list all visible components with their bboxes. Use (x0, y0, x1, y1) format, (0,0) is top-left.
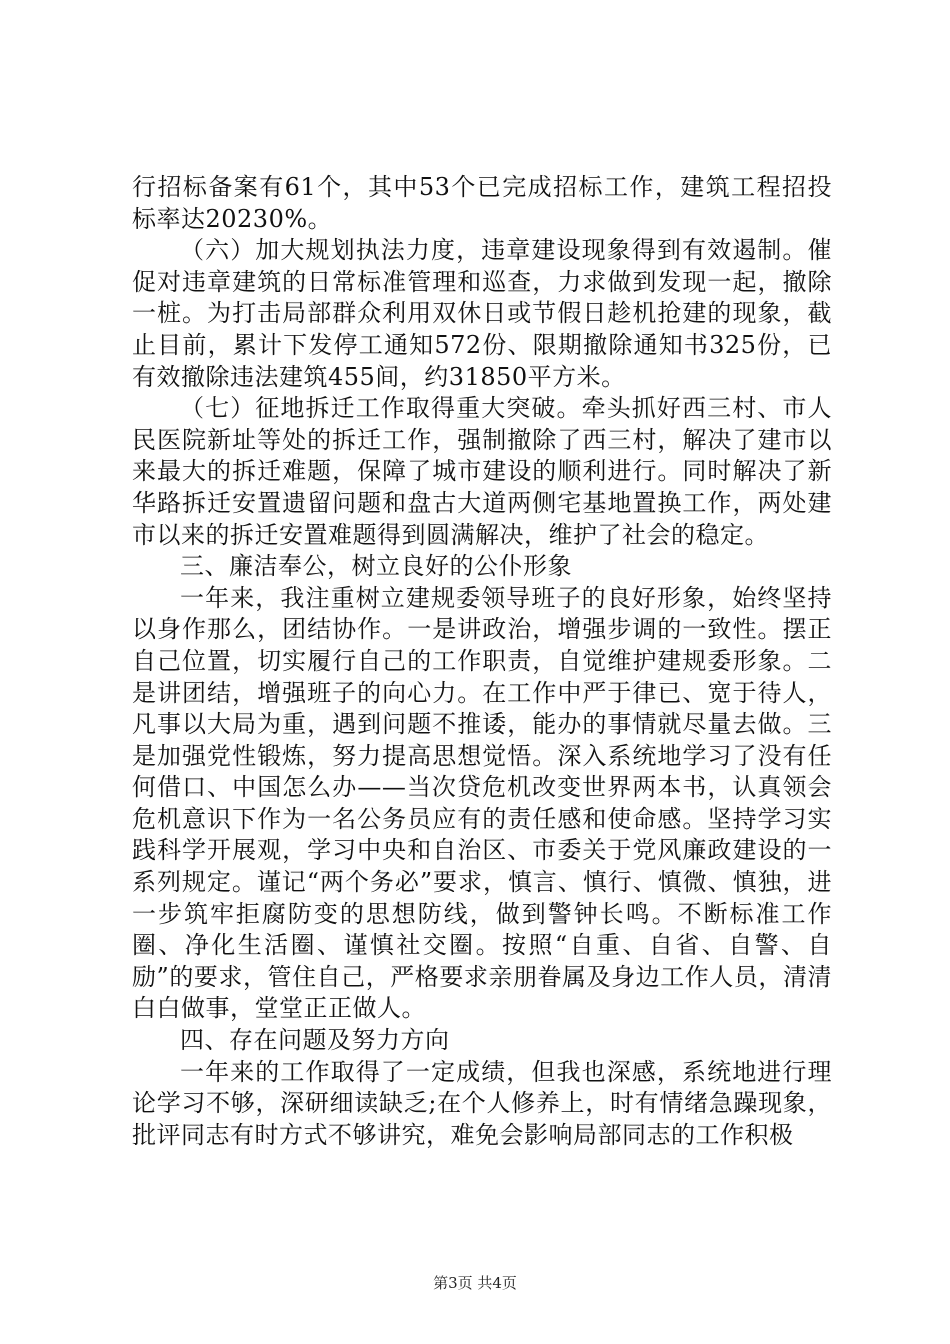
paragraph-problems: 一年来的工作取得了一定成绩，但我也深感，系统地进行理论学习不够，深研细读缺乏;在个人修养上，时有情绪急躁现象，批评同志有时方式不够讲究，难免会影响局部同志的工作积极 (132, 1057, 832, 1149)
page-footer: 第3页 共4页 (433, 1274, 517, 1292)
paragraph-integrity: 一年来，我注重树立建规委领导班子的良好形象，始终坚持以身作那么，团结协作。一是讲政治，增强步调的一致性。摆正自己位置，切实履行自己的工作职责，自觉维护建规委形象。二是讲团结，增强班子的向心力。在工作中严于律已、宽于待人，凡事以大局为重，遇到问题不推诿，能办的事情就尽量去做。三是加强党性锻炼，努力提高思想觉悟。深入系统地学习了没有任何借口、中国怎么办——当次贷危机改变世界两本书，认真领会危机意识下作为一名公务员应有的责任感和使命感。坚持学习实践科学开展观，学习中央和自治区、市委关于党风廉政建设的一系列规定。谨记“两个务必”要求，慎言、慎行、慎微、慎独，进一步筑牢拒腐防变的思想防线，做到警钟长鸣。不断标准工作圈、净化生活圈、谨慎社交圈。按照“自重、自省、自警、自励”的要求，管住自己，严格要求亲朋眷属及身边工作人员，清清白白做事，堂堂正正做人。 (132, 583, 832, 1023)
paragraph-tender-stats: 行招标备案有61个，其中53个已完成招标工作，建筑工程招投标率达20230%。 (132, 173, 832, 233)
paragraph-planning-enforcement: （六）加大规划执法力度，违章建设现象得到有效遏制。催促对违章建筑的日常标准管理和巡查，力求做到发现一起，撤除一桩。为打击局部群众利用双休日或节假日趁机抢建的现象，截止目前，累计下发停工通知572份、限期撤除通知书325份，已有效撤除违法建筑455间，约31850平方米。 (132, 236, 832, 391)
document-body (132, 172, 832, 1151)
section-heading-integrity: 三、廉洁奉公，树立良好的公仆形象 (180, 552, 572, 581)
section-heading-problems: 四、存在问题及努力方向 (180, 1026, 450, 1055)
paragraph-demolition: （七）征地拆迁工作取得重大突破。牵头抓好西三村、市人民医院新址等处的拆迁工作，强制撤除了西三村，解决了建市以来最大的拆迁难题，保障了城市建设的顺利进行。同时解决了新华路拆迁安置遗留问题和盘古大道两侧宅基地置换工作，两处建市以来的拆迁安置难题得到圆满解决，维护了社会的稳定。 (132, 394, 832, 549)
